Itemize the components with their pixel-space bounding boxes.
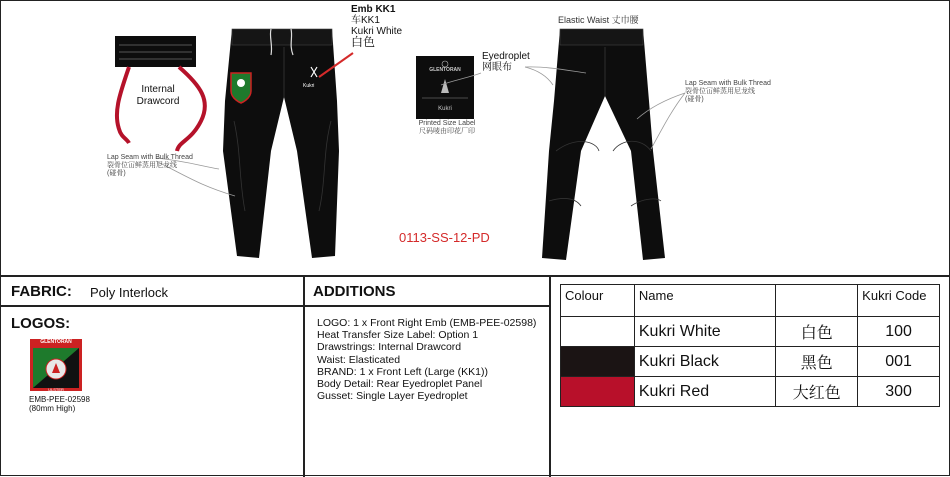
front-pants bbox=[223, 29, 339, 258]
header-name: Name bbox=[634, 285, 776, 317]
eyedroplet-label bbox=[482, 51, 530, 73]
crest-motto: ULSTER bbox=[48, 387, 64, 392]
logo-emb-info bbox=[29, 395, 90, 413]
additions-column bbox=[305, 277, 551, 477]
fabric-logos-column bbox=[1, 277, 305, 477]
logos-label: LOGOS: bbox=[11, 315, 71, 332]
lap-seam-leader bbox=[651, 93, 685, 149]
additions-label: ADDITIONS bbox=[313, 283, 396, 300]
colour-column bbox=[551, 277, 949, 477]
colour-name-cn: 大红色 bbox=[776, 377, 858, 407]
front-waistband bbox=[232, 29, 332, 45]
header-blank bbox=[776, 285, 858, 317]
lap-seam-line: (碰骨) bbox=[107, 170, 126, 177]
additions-item: Body Detail: Rear Eyedroplet Panel bbox=[317, 378, 483, 391]
elastic-waist-label: Elastic Waist 丈巾腰 bbox=[558, 15, 639, 25]
colour-code: 300 bbox=[858, 377, 940, 407]
fabric-row bbox=[1, 277, 303, 307]
additions-item: Waist: Elasticated bbox=[317, 353, 401, 366]
emb-callout bbox=[351, 4, 402, 48]
internal-drawcord-label: Internal Drawcord bbox=[136, 84, 180, 107]
lap-seam-line: 裂骨位冚鲜蒸用尼龙线 bbox=[685, 88, 755, 95]
fabric-value: Poly Interlock bbox=[90, 285, 169, 300]
club-crest bbox=[28, 337, 84, 393]
additions-list bbox=[317, 317, 536, 402]
additions-item: LOGO: 1 x Front Right Emb (EMB-PEE-02598) bbox=[317, 317, 537, 329]
colour-table-header bbox=[561, 285, 940, 317]
header-colour: Colour bbox=[561, 285, 635, 317]
size-label-brand: GLENTORAN bbox=[429, 67, 461, 73]
colour-swatch bbox=[561, 347, 635, 377]
logo-emb-code: EMB-PEE-02598 bbox=[29, 395, 90, 404]
size-label-caption-line: 尺码唛由印花厂印 bbox=[419, 128, 475, 135]
lap-seam-line: 裂骨位冚鲜蒸用尼龙线 bbox=[107, 162, 177, 169]
lap-seam-line: (碰骨) bbox=[685, 96, 704, 103]
additions-item: Drawstrings: Internal Drawcord bbox=[317, 341, 462, 354]
colour-code: 001 bbox=[858, 347, 940, 377]
table-row bbox=[561, 347, 940, 377]
additions-item: BRAND: 1 x Front Left (Large (KK1)) bbox=[317, 365, 488, 378]
colour-name: Kukri Red bbox=[634, 377, 776, 407]
additions-item: Gusset: Single Layer Eyedroplet bbox=[317, 390, 468, 403]
lap-seam-line: Lap Seam with Bulk Thread bbox=[107, 154, 193, 161]
size-label-caption-line: Printed Size Label bbox=[418, 120, 476, 127]
spec-panel bbox=[1, 275, 949, 477]
lap-seam-note-right bbox=[685, 80, 771, 104]
colour-swatch bbox=[561, 317, 635, 347]
colour-name-cn: 黑色 bbox=[776, 347, 858, 377]
drawcord-right bbox=[177, 67, 205, 151]
colour-code: 100 bbox=[858, 317, 940, 347]
table-row bbox=[561, 377, 940, 407]
size-label-kukri: Kukri bbox=[438, 106, 452, 112]
additions-item: Heat Transfer Size Label: Option 1 bbox=[317, 329, 479, 342]
emb-callout-colour: Kukri White bbox=[351, 26, 403, 37]
eyedroplet-label-cn: 网眼布 bbox=[482, 62, 512, 73]
front-crest bbox=[231, 73, 251, 103]
style-code: 0113-SS-12-PD bbox=[399, 230, 490, 245]
colour-table bbox=[560, 284, 940, 407]
front-crest bbox=[237, 79, 245, 87]
back-pants bbox=[542, 29, 665, 260]
colour-name-cn: 白色 bbox=[776, 317, 858, 347]
size-label-caption bbox=[418, 120, 476, 136]
emb-callout-code: Emb KK1 bbox=[351, 4, 396, 15]
lap-seam-note-left bbox=[107, 154, 193, 178]
lap-seam-line: Lap Seam with Bulk Thread bbox=[685, 80, 771, 87]
colour-swatch bbox=[561, 377, 635, 407]
emb-callout-colour-cn: 白色 bbox=[351, 35, 376, 49]
colour-name: Kukri White bbox=[634, 317, 776, 347]
eyedroplet-label-en: Eyedroplet bbox=[482, 51, 530, 62]
logo-emb-height: (80mm High) bbox=[29, 404, 76, 413]
fabric-label: FABRIC: bbox=[11, 283, 72, 300]
table-row bbox=[561, 317, 940, 347]
crest-name: GLENTORAN bbox=[40, 339, 72, 345]
back-waistband bbox=[560, 29, 643, 45]
emb-callout-cn: 车KK1 bbox=[351, 15, 380, 26]
additions-header-row bbox=[305, 277, 549, 307]
header-kukri-code: Kukri Code bbox=[858, 285, 940, 317]
kukri-brand-text: Kukri bbox=[303, 83, 315, 89]
colour-name: Kukri Black bbox=[634, 347, 776, 377]
